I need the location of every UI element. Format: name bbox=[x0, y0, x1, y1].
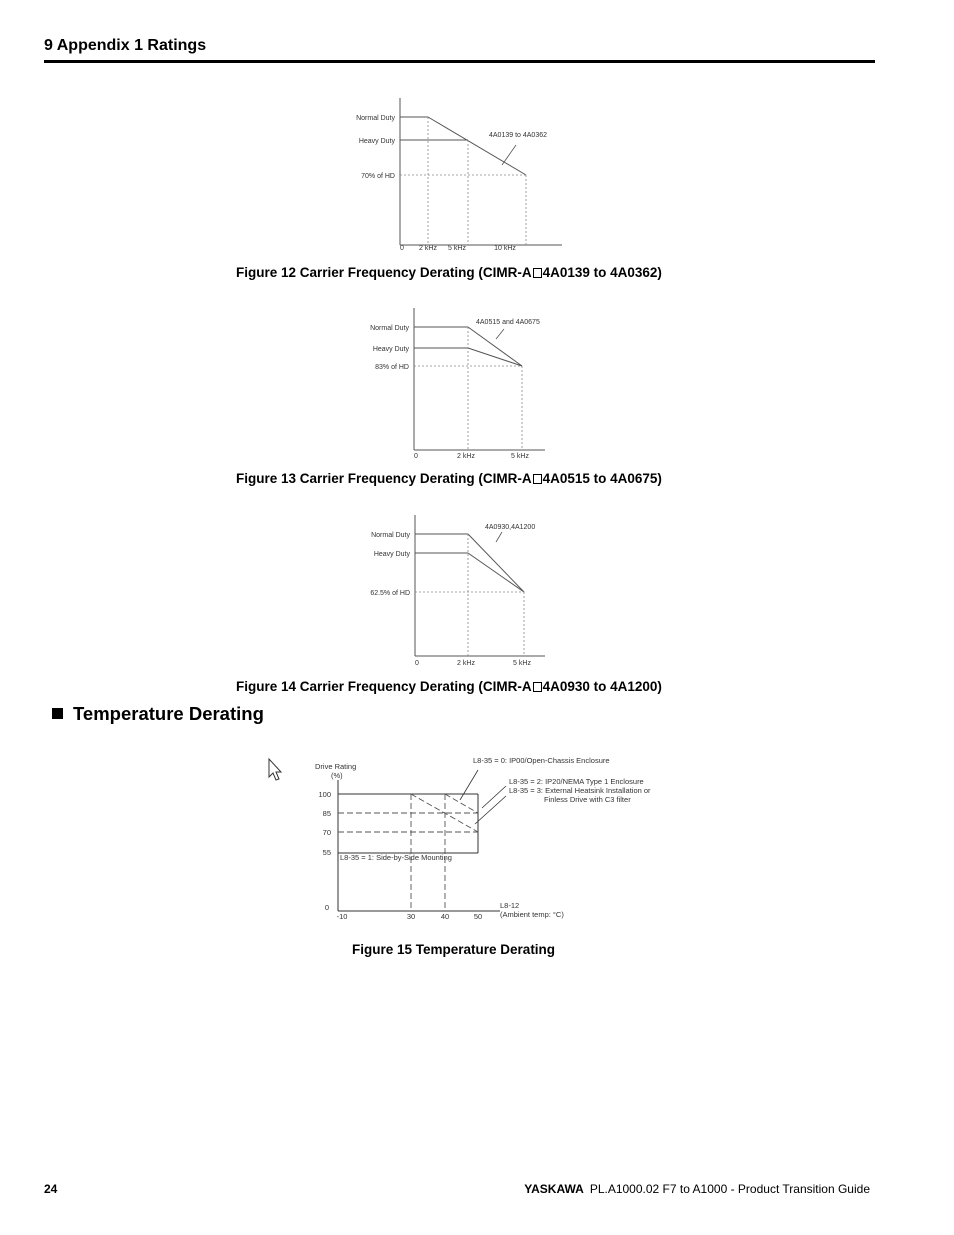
y-title-percent: (%) bbox=[331, 771, 343, 780]
y-label-normal-duty: Normal Duty bbox=[356, 115, 395, 122]
figure-13-caption: Figure 13 Carrier Frequency Derating (CIMR-A 4A0515 to 4A0675) bbox=[236, 471, 662, 486]
figure-12-chart bbox=[340, 95, 580, 257]
x-label-2khz: 2 kHz bbox=[457, 660, 475, 667]
cursor-icon bbox=[269, 759, 281, 780]
y-label-83-hd: 83% of HD bbox=[375, 364, 409, 371]
note-heatsink-2: Finless Drive with C3 filter bbox=[544, 795, 631, 804]
footer-doc-title: PL.A1000.02 F7 to A1000 - Product Transition Guide bbox=[589, 1182, 870, 1196]
square-bullet-icon bbox=[52, 708, 63, 719]
x-label-0: 0 bbox=[400, 245, 404, 252]
annotation-leader bbox=[502, 145, 516, 165]
note-ip20: L8-35 = 2: IP20/NEMA Type 1 Enclosure bbox=[509, 777, 644, 786]
footer-brand: YASKAWA bbox=[524, 1182, 584, 1196]
page-number: 24 bbox=[44, 1182, 58, 1196]
figure-15-chart bbox=[260, 750, 680, 930]
annotation-leader bbox=[496, 329, 504, 339]
figure-14-annotation: 4A0930,4A1200 bbox=[485, 524, 536, 531]
temperature-derating-heading: Temperature Derating bbox=[52, 703, 264, 725]
x-title-ambient: (Ambient temp: °C) bbox=[500, 910, 564, 919]
section-title: 9 Appendix 1 Ratings bbox=[44, 37, 207, 54]
y-tick-70: 70 bbox=[322, 828, 331, 837]
normal-duty-derating bbox=[428, 117, 526, 175]
x-tick-40: 40 bbox=[440, 912, 450, 921]
placeholder-box-icon bbox=[533, 268, 542, 278]
y-label-70-hd: 70% of HD bbox=[361, 173, 395, 180]
note-ip00: L8-35 = 0: IP00/Open-Chassis Enclosure bbox=[473, 756, 610, 765]
x-label-10khz: 10 kHz bbox=[494, 245, 516, 252]
figure-13-chart bbox=[360, 305, 560, 465]
y-tick-0: 0 bbox=[324, 903, 329, 912]
heavy-duty-derating bbox=[468, 553, 524, 592]
y-tick-100: 100 bbox=[318, 790, 331, 799]
footer-doc-info bbox=[524, 1182, 870, 1196]
y-tick-55: 55 bbox=[322, 848, 331, 857]
x-tick-minus-10: -10 bbox=[336, 912, 348, 921]
x-tick-30: 30 bbox=[406, 912, 416, 921]
x-label-0: 0 bbox=[415, 660, 419, 667]
x-title-l8-12: L8-12 bbox=[500, 901, 520, 910]
placeholder-box-icon bbox=[533, 474, 542, 484]
y-label-62-5-hd: 62.5% of HD bbox=[370, 590, 410, 597]
y-tick-85: 85 bbox=[322, 809, 331, 818]
header-rule bbox=[44, 60, 875, 63]
x-label-2khz: 2 kHz bbox=[457, 453, 475, 460]
x-tick-50: 50 bbox=[473, 912, 483, 921]
x-label-5khz: 5 kHz bbox=[513, 660, 531, 667]
note-side-by-side: L8-35 = 1: Side-by-Side Mounting bbox=[340, 853, 452, 862]
placeholder-box-icon bbox=[533, 682, 542, 692]
note-heatsink-1: L8-35 = 3: External Heatsink Installation or bbox=[509, 786, 651, 795]
x-label-2khz: 2 kHz bbox=[419, 245, 437, 252]
y-label-heavy-duty: Heavy Duty bbox=[373, 551, 410, 558]
normal-duty-derating bbox=[468, 327, 522, 366]
x-label-5khz: 5 kHz bbox=[511, 453, 529, 460]
normal-duty-derating bbox=[468, 534, 524, 592]
figure-12-caption: Figure 12 Carrier Frequency Derating (CIMR-A 4A0139 to 4A0362) bbox=[236, 265, 662, 280]
x-label-0: 0 bbox=[414, 453, 418, 460]
y-label-heavy-duty: Heavy Duty bbox=[372, 346, 409, 353]
y-label-normal-duty: Normal Duty bbox=[370, 325, 409, 332]
heavy-duty-derating bbox=[468, 348, 522, 366]
annotation-leader bbox=[496, 532, 502, 542]
y-title-drive-rating: Drive Rating bbox=[315, 762, 357, 771]
figure-14-caption: Figure 14 Carrier Frequency Derating (CIMR-A 4A0930 to 4A1200) bbox=[236, 679, 662, 694]
figure-13-annotation: 4A0515 and 4A0675 bbox=[476, 319, 540, 326]
figure-15-caption: Figure 15 Temperature Derating bbox=[352, 942, 556, 957]
x-label-5khz: 5 kHz bbox=[448, 245, 466, 252]
y-label-normal-duty: Normal Duty bbox=[371, 532, 410, 539]
figure-14-chart bbox=[360, 512, 560, 672]
y-label-heavy-duty: Heavy Duty bbox=[358, 138, 395, 145]
figure-12-annotation: 4A0139 to 4A0362 bbox=[489, 132, 547, 139]
